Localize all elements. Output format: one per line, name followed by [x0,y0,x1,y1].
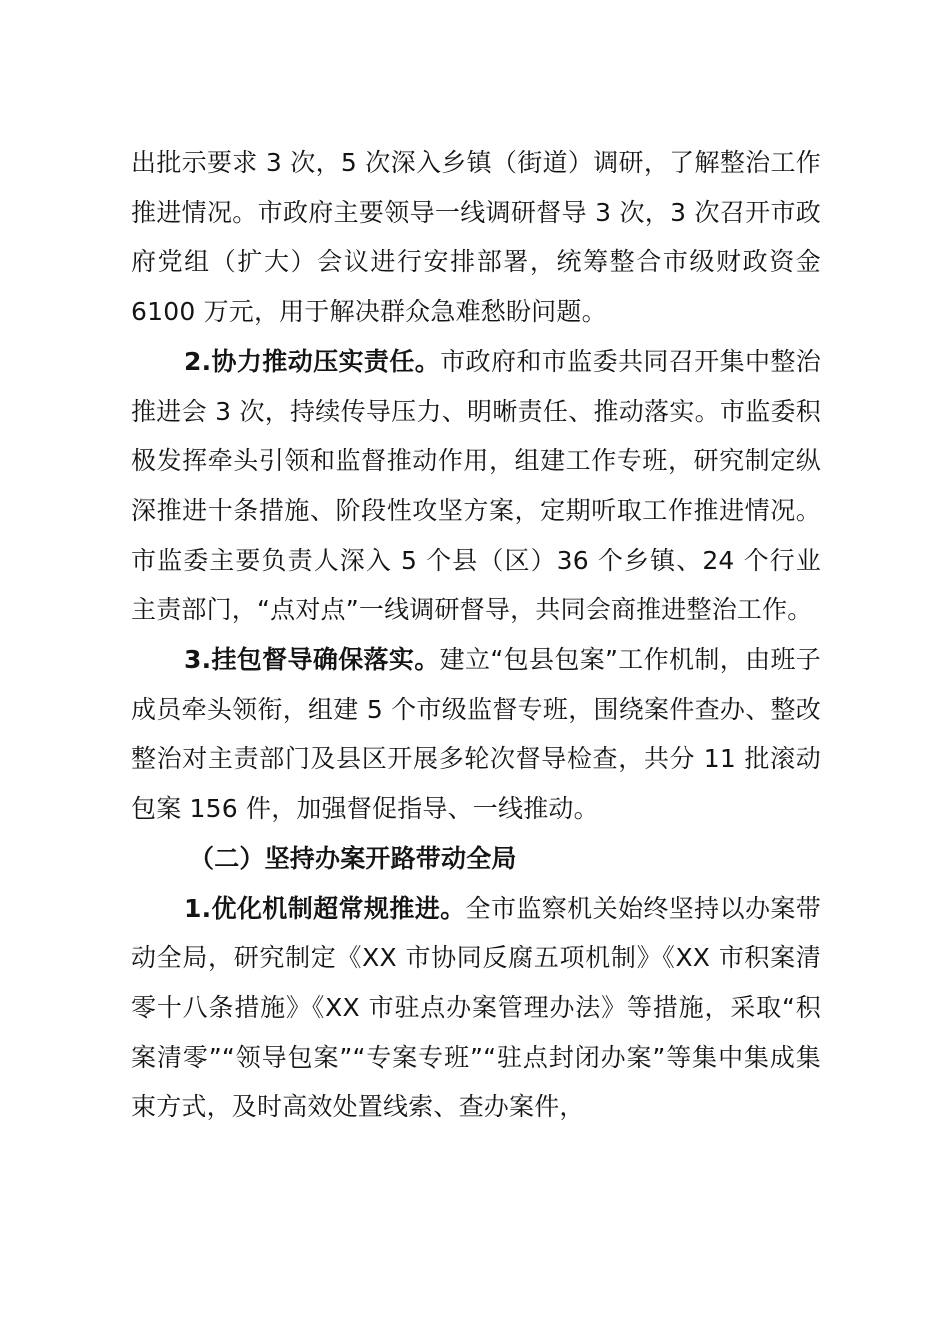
paragraph-supervision [131,635,821,834]
document-body [131,138,821,1132]
paragraph-responsibility [131,337,821,635]
paragraph-lead: 2.协力推动压实责任。 [184,346,441,376]
section-heading: （二）坚持办案开路带动全局 [189,843,517,873]
paragraph-text: 全市监察机关始终坚持以办案带动全局，研究制定《XX 市协同反腐五项机制》《XX 市积案清零十八条措施》《XX 市驻点办案管理办法》等措施，采取“积案清零”“领导包案”“专案专班”“驻点封闭办案”等集中集成集束方式，及时高效处置线索、查办案件， [131,893,821,1122]
paragraph-lead: 3.挂包督导确保落实。 [184,645,440,675]
paragraph-continuation [131,138,821,337]
paragraph-mechanism [131,884,821,1133]
paragraph-text: 市政府和市监委共同召开集中整治推进会 3 次，持续传导压力、明晰责任、推动落实。市监委积极发挥牵头引领和监督推动作用，组建工作专班，研究制定纵深推进十条措施、阶段性攻坚方案，定期听取工作推进情况。市监委主要负责人深入 5 个县（区）36 个乡镇、24 个行业主责部门，“点对点”一线调研督导，共同会商推进整治工作。 [131,346,821,625]
paragraph-text: 出批示要求 3 次，5 次深入乡镇（街道）调研，了解整治工作推进情况。市政府主要领导一线调研督导 3 次，3 次召开市政府党组（扩大）会议进行安排部署，统筹整合市级财政资金 6100 万元，用于解决群众急难愁盼问题。 [131,148,821,327]
paragraph-lead: 1.优化机制超常规推进。 [184,893,466,923]
paragraph-text: 建立“包县包案”工作机制，由班子成员牵头领衔，组建 5 个市级监督专班，围绕案件查办、整改整治对主责部门及县区开展多轮次督导检查，共分 11 批滚动包案 156 件，加强督促指导、一线推动。 [131,645,822,824]
